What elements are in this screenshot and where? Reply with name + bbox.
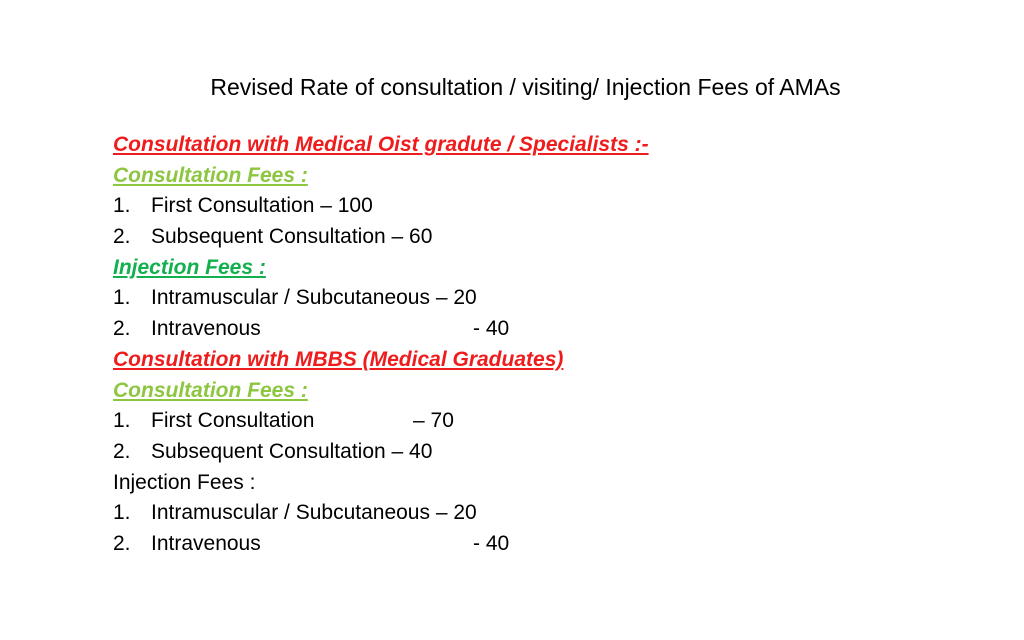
item-text: Subsequent Consultation – 40 (151, 439, 433, 463)
item-text: Intramuscular / Subcutaneous – 20 (151, 286, 477, 310)
item-value: – 70 (413, 409, 454, 433)
list-item (113, 498, 993, 529)
list-item (113, 529, 993, 560)
item-text: Subsequent Consultation – 60 (151, 225, 433, 249)
list-item (113, 191, 993, 222)
item-number: 1. (113, 501, 131, 525)
page-title: Revised Rate of consultation / visiting/ Injection Fees of AMAs (210, 74, 841, 100)
item-label: Intravenous (151, 317, 261, 341)
list-item (113, 283, 993, 314)
item-number: 2. (113, 317, 131, 341)
fee-schedule (113, 130, 993, 560)
item-number: 1. (113, 194, 131, 218)
item-value: - 40 (473, 317, 510, 341)
item-label: Intravenous (151, 531, 261, 555)
list-item (113, 437, 993, 468)
section2-heading: Consultation with MBBS (Medical Graduates) (113, 347, 564, 371)
item-text: Intramuscular / Subcutaneous – 20 (151, 501, 477, 525)
item-label: First Consultation (151, 409, 315, 433)
section1-consultation-fees-heading: Consultation Fees : (113, 163, 308, 187)
item-number: 1. (113, 409, 131, 433)
item-value: - 40 (473, 531, 510, 555)
section2-consultation-fees-heading: Consultation Fees : (113, 378, 308, 402)
section1-heading: Consultation with Medical Oist gradute / Specialists :- (113, 133, 649, 156)
list-item (113, 406, 993, 437)
item-text: First Consultation – 100 (151, 194, 373, 218)
item-number: 2. (113, 531, 131, 555)
item-number: 2. (113, 439, 131, 463)
item-number: 1. (113, 286, 131, 310)
item-number: 2. (113, 225, 131, 249)
section2-injection-fees-heading: Injection Fees : (113, 470, 256, 494)
section1-injection-fees-heading: Injection Fees : (113, 255, 266, 279)
list-item (113, 222, 993, 253)
list-item (113, 314, 993, 345)
